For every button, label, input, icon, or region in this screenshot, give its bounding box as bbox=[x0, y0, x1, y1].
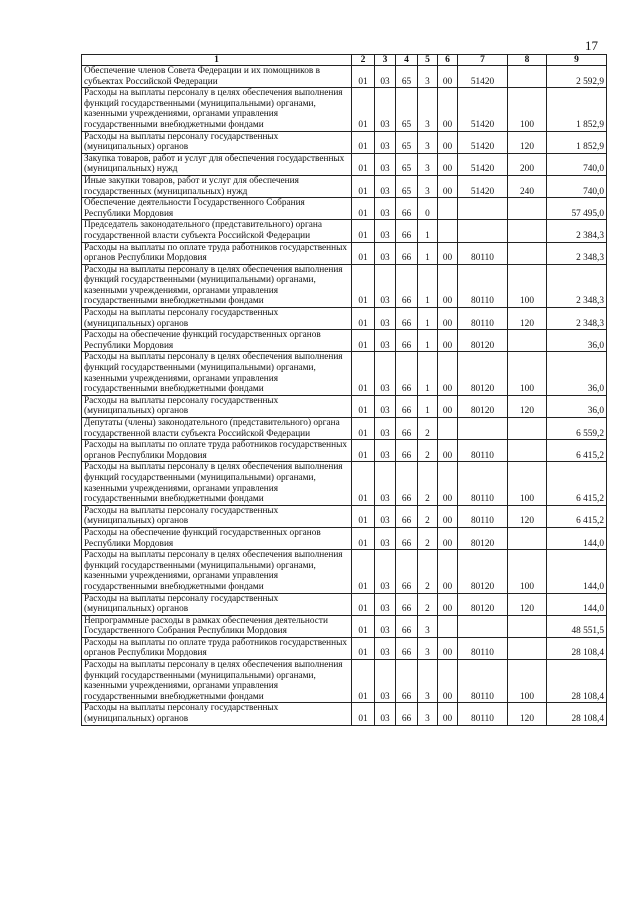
table-header-row bbox=[82, 55, 607, 66]
amount-cell: 2 348,3 bbox=[547, 264, 607, 307]
header-cell: 5 bbox=[418, 55, 438, 66]
row-name-cell: Расходы на выплаты персоналу в целях обеспечения выполнения функций государственными (муниципальными) органами, казенными учреждениями, органами управления государственными внебюджетными фондами bbox=[82, 660, 352, 703]
expense-code-cell: 80110 bbox=[458, 242, 508, 264]
section-code-cell: 01 bbox=[352, 352, 375, 395]
table-row bbox=[82, 175, 607, 197]
section-code-cell: 01 bbox=[352, 153, 375, 175]
expense-code-cell: 51420 bbox=[458, 175, 508, 197]
direction-code-cell: 00 bbox=[438, 440, 458, 462]
table-row bbox=[82, 550, 607, 593]
type-code-cell bbox=[508, 198, 547, 220]
type-code-cell: 120 bbox=[508, 593, 547, 615]
expense-code-cell bbox=[458, 198, 508, 220]
program-code-cell: 66 bbox=[396, 242, 418, 264]
program-code-cell: 66 bbox=[396, 505, 418, 527]
subsection-code-cell: 03 bbox=[375, 418, 396, 440]
program-code-cell: 66 bbox=[396, 527, 418, 549]
subprogram-code-cell: 2 bbox=[418, 505, 438, 527]
direction-code-cell: 00 bbox=[438, 462, 458, 505]
program-code-cell: 66 bbox=[396, 418, 418, 440]
direction-code-cell: 00 bbox=[438, 660, 458, 703]
direction-code-cell: 00 bbox=[438, 308, 458, 330]
expense-code-cell: 51420 bbox=[458, 66, 508, 88]
amount-cell: 740,0 bbox=[547, 153, 607, 175]
program-code-cell: 66 bbox=[396, 395, 418, 417]
subsection-code-cell: 03 bbox=[375, 637, 396, 659]
amount-cell: 36,0 bbox=[547, 395, 607, 417]
program-code-cell: 66 bbox=[396, 550, 418, 593]
subsection-code-cell: 03 bbox=[375, 505, 396, 527]
type-code-cell: 100 bbox=[508, 88, 547, 131]
row-name-cell: Обеспечение деятельности Государственного Собрания Республики Мордовия bbox=[82, 198, 352, 220]
row-name-cell: Расходы на обеспечение функций государственных органов Республики Мордовия bbox=[82, 330, 352, 352]
type-code-cell: 100 bbox=[508, 462, 547, 505]
expense-code-cell: 80120 bbox=[458, 395, 508, 417]
table-row bbox=[82, 131, 607, 153]
direction-code-cell: 00 bbox=[438, 131, 458, 153]
section-code-cell: 01 bbox=[352, 175, 375, 197]
expense-code-cell: 80110 bbox=[458, 637, 508, 659]
expense-code-cell: 80110 bbox=[458, 440, 508, 462]
program-code-cell: 65 bbox=[396, 175, 418, 197]
row-name-cell: Расходы на выплаты персоналу в целях обеспечения выполнения функций государственными (муниципальными) органами, казенными учреждениями, органами управления государственными внебюджетными фондами bbox=[82, 88, 352, 131]
expense-code-cell: 80120 bbox=[458, 352, 508, 395]
type-code-cell: 120 bbox=[508, 131, 547, 153]
subprogram-code-cell: 2 bbox=[418, 418, 438, 440]
subprogram-code-cell: 2 bbox=[418, 527, 438, 549]
type-code-cell bbox=[508, 242, 547, 264]
type-code-cell: 200 bbox=[508, 153, 547, 175]
amount-cell: 57 495,0 bbox=[547, 198, 607, 220]
type-code-cell bbox=[508, 418, 547, 440]
expense-code-cell: 80110 bbox=[458, 703, 508, 725]
direction-code-cell: 00 bbox=[438, 505, 458, 527]
subprogram-code-cell: 1 bbox=[418, 264, 438, 307]
header-cell: 7 bbox=[458, 55, 508, 66]
section-code-cell: 01 bbox=[352, 198, 375, 220]
subsection-code-cell: 03 bbox=[375, 198, 396, 220]
row-name-cell: Расходы на выплаты персоналу государственных (муниципальных) органов bbox=[82, 593, 352, 615]
header-cell: 8 bbox=[508, 55, 547, 66]
header-cell: 3 bbox=[375, 55, 396, 66]
expense-code-cell bbox=[458, 220, 508, 242]
row-name-cell: Расходы на обеспечение функций государственных органов Республики Мордовия bbox=[82, 527, 352, 549]
direction-code-cell: 00 bbox=[438, 527, 458, 549]
row-name-cell: Закупка товаров, работ и услуг для обеспечения государственных (муниципальных) нужд bbox=[82, 153, 352, 175]
subsection-code-cell: 03 bbox=[375, 66, 396, 88]
amount-cell: 6 415,2 bbox=[547, 440, 607, 462]
row-name-cell: Расходы на выплаты персоналу государственных (муниципальных) органов bbox=[82, 131, 352, 153]
direction-code-cell bbox=[438, 198, 458, 220]
subprogram-code-cell: 2 bbox=[418, 440, 438, 462]
table-row bbox=[82, 330, 607, 352]
subprogram-code-cell: 2 bbox=[418, 593, 438, 615]
table-row bbox=[82, 615, 607, 637]
type-code-cell: 120 bbox=[508, 308, 547, 330]
amount-cell: 1 852,9 bbox=[547, 131, 607, 153]
table-row bbox=[82, 264, 607, 307]
subprogram-code-cell: 1 bbox=[418, 220, 438, 242]
program-code-cell: 65 bbox=[396, 88, 418, 131]
direction-code-cell: 00 bbox=[438, 66, 458, 88]
section-code-cell: 01 bbox=[352, 615, 375, 637]
row-name-cell: Расходы на выплаты персоналу в целях обеспечения выполнения функций государственными (муниципальными) органами, казенными учреждениями, органами управления государственными внебюджетными фондами bbox=[82, 462, 352, 505]
section-code-cell: 01 bbox=[352, 264, 375, 307]
section-code-cell: 01 bbox=[352, 330, 375, 352]
direction-code-cell bbox=[438, 220, 458, 242]
expense-code-cell bbox=[458, 615, 508, 637]
subsection-code-cell: 03 bbox=[375, 462, 396, 505]
direction-code-cell: 00 bbox=[438, 330, 458, 352]
direction-code-cell: 00 bbox=[438, 153, 458, 175]
direction-code-cell: 00 bbox=[438, 593, 458, 615]
table-row bbox=[82, 593, 607, 615]
amount-cell: 740,0 bbox=[547, 175, 607, 197]
amount-cell: 144,0 bbox=[547, 527, 607, 549]
subsection-code-cell: 03 bbox=[375, 660, 396, 703]
direction-code-cell: 00 bbox=[438, 703, 458, 725]
program-code-cell: 66 bbox=[396, 308, 418, 330]
table-row bbox=[82, 660, 607, 703]
subprogram-code-cell: 3 bbox=[418, 615, 438, 637]
subprogram-code-cell: 3 bbox=[418, 175, 438, 197]
expense-code-cell: 51420 bbox=[458, 88, 508, 131]
subprogram-code-cell: 3 bbox=[418, 88, 438, 131]
type-code-cell: 120 bbox=[508, 395, 547, 417]
subprogram-code-cell: 2 bbox=[418, 550, 438, 593]
amount-cell: 2 348,3 bbox=[547, 308, 607, 330]
expense-code-cell: 80120 bbox=[458, 593, 508, 615]
subsection-code-cell: 03 bbox=[375, 308, 396, 330]
type-code-cell: 120 bbox=[508, 703, 547, 725]
section-code-cell: 01 bbox=[352, 637, 375, 659]
amount-cell: 28 108,4 bbox=[547, 660, 607, 703]
table-row bbox=[82, 703, 607, 725]
subsection-code-cell: 03 bbox=[375, 395, 396, 417]
row-name-cell: Непрограммные расходы в рамках обеспечения деятельности Государственного Собрания Республики Мордовия bbox=[82, 615, 352, 637]
amount-cell: 2 348,3 bbox=[547, 242, 607, 264]
subsection-code-cell: 03 bbox=[375, 352, 396, 395]
row-name-cell: Расходы на выплаты по оплате труда работников государственных органов Республики Мордовия bbox=[82, 637, 352, 659]
section-code-cell: 01 bbox=[352, 550, 375, 593]
row-name-cell: Расходы на выплаты персоналу в целях обеспечения выполнения функций государственными (муниципальными) органами, казенными учреждениями, органами управления государственными внебюджетными фондами bbox=[82, 264, 352, 307]
table-row bbox=[82, 88, 607, 131]
table-row bbox=[82, 395, 607, 417]
subsection-code-cell: 03 bbox=[375, 703, 396, 725]
expense-code-cell bbox=[458, 418, 508, 440]
section-code-cell: 01 bbox=[352, 395, 375, 417]
program-code-cell: 66 bbox=[396, 220, 418, 242]
page-number: 17 bbox=[585, 38, 598, 53]
subsection-code-cell: 03 bbox=[375, 220, 396, 242]
section-code-cell: 01 bbox=[352, 593, 375, 615]
program-code-cell: 65 bbox=[396, 66, 418, 88]
direction-code-cell: 00 bbox=[438, 175, 458, 197]
subprogram-code-cell: 3 bbox=[418, 153, 438, 175]
amount-cell: 28 108,4 bbox=[547, 703, 607, 725]
expense-code-cell: 80110 bbox=[458, 660, 508, 703]
subsection-code-cell: 03 bbox=[375, 527, 396, 549]
subprogram-code-cell: 1 bbox=[418, 330, 438, 352]
type-code-cell: 100 bbox=[508, 660, 547, 703]
subsection-code-cell: 03 bbox=[375, 264, 396, 307]
type-code-cell: 100 bbox=[508, 264, 547, 307]
program-code-cell: 65 bbox=[396, 153, 418, 175]
table-row bbox=[82, 505, 607, 527]
row-name-cell: Иные закупки товаров, работ и услуг для обеспечения государственных (муниципальных) нужд bbox=[82, 175, 352, 197]
direction-code-cell: 00 bbox=[438, 88, 458, 131]
amount-cell: 2 592,9 bbox=[547, 66, 607, 88]
section-code-cell: 01 bbox=[352, 220, 375, 242]
program-code-cell: 66 bbox=[396, 615, 418, 637]
subsection-code-cell: 03 bbox=[375, 153, 396, 175]
program-code-cell: 66 bbox=[396, 352, 418, 395]
amount-cell: 6 415,2 bbox=[547, 462, 607, 505]
table-row bbox=[82, 153, 607, 175]
header-cell: 2 bbox=[352, 55, 375, 66]
table-row bbox=[82, 66, 607, 88]
type-code-cell: 100 bbox=[508, 550, 547, 593]
subprogram-code-cell: 1 bbox=[418, 308, 438, 330]
type-code-cell bbox=[508, 615, 547, 637]
amount-cell: 28 108,4 bbox=[547, 637, 607, 659]
section-code-cell: 01 bbox=[352, 505, 375, 527]
expense-code-cell: 80110 bbox=[458, 505, 508, 527]
section-code-cell: 01 bbox=[352, 242, 375, 264]
row-name-cell: Расходы на выплаты персоналу государственных (муниципальных) органов bbox=[82, 395, 352, 417]
budget-table bbox=[81, 54, 607, 726]
row-name-cell: Депутаты (члены) законодательного (представительного) органа государственной власти субъекта Российской Федерации bbox=[82, 418, 352, 440]
expense-code-cell: 80110 bbox=[458, 462, 508, 505]
row-name-cell: Обеспечение членов Совета Федерации и их помощников в субъектах Российской Федерации bbox=[82, 66, 352, 88]
table-row bbox=[82, 418, 607, 440]
row-name-cell: Расходы на выплаты по оплате труда работников государственных органов Республики Мордовия bbox=[82, 242, 352, 264]
section-code-cell: 01 bbox=[352, 131, 375, 153]
section-code-cell: 01 bbox=[352, 88, 375, 131]
program-code-cell: 66 bbox=[396, 637, 418, 659]
section-code-cell: 01 bbox=[352, 527, 375, 549]
table-row bbox=[82, 308, 607, 330]
expense-code-cell: 80120 bbox=[458, 330, 508, 352]
subprogram-code-cell: 1 bbox=[418, 395, 438, 417]
subprogram-code-cell: 1 bbox=[418, 242, 438, 264]
program-code-cell: 66 bbox=[396, 198, 418, 220]
direction-code-cell: 00 bbox=[438, 550, 458, 593]
type-code-cell bbox=[508, 637, 547, 659]
section-code-cell: 01 bbox=[352, 66, 375, 88]
table-row bbox=[82, 352, 607, 395]
type-code-cell: 120 bbox=[508, 505, 547, 527]
row-name-cell: Расходы на выплаты персоналу государственных (муниципальных) органов bbox=[82, 703, 352, 725]
program-code-cell: 66 bbox=[396, 703, 418, 725]
expense-code-cell: 80120 bbox=[458, 550, 508, 593]
type-code-cell: 100 bbox=[508, 352, 547, 395]
header-cell: 4 bbox=[396, 55, 418, 66]
subsection-code-cell: 03 bbox=[375, 330, 396, 352]
direction-code-cell: 00 bbox=[438, 264, 458, 307]
section-code-cell: 01 bbox=[352, 308, 375, 330]
subsection-code-cell: 03 bbox=[375, 615, 396, 637]
amount-cell: 1 852,9 bbox=[547, 88, 607, 131]
subprogram-code-cell: 3 bbox=[418, 703, 438, 725]
type-code-cell bbox=[508, 527, 547, 549]
row-name-cell: Расходы на выплаты персоналу государственных (муниципальных) органов bbox=[82, 505, 352, 527]
expense-code-cell: 51420 bbox=[458, 153, 508, 175]
type-code-cell bbox=[508, 66, 547, 88]
program-code-cell: 66 bbox=[396, 330, 418, 352]
expense-code-cell: 80110 bbox=[458, 308, 508, 330]
type-code-cell bbox=[508, 440, 547, 462]
table-row bbox=[82, 527, 607, 549]
table-row bbox=[82, 242, 607, 264]
subprogram-code-cell: 3 bbox=[418, 131, 438, 153]
direction-code-cell: 00 bbox=[438, 242, 458, 264]
table-row bbox=[82, 198, 607, 220]
type-code-cell bbox=[508, 220, 547, 242]
amount-cell: 2 384,3 bbox=[547, 220, 607, 242]
row-name-cell: Расходы на выплаты персоналу в целях обеспечения выполнения функций государственными (муниципальными) органами, казенными учреждениями, органами управления государственными внебюджетными фондами bbox=[82, 352, 352, 395]
table-row bbox=[82, 220, 607, 242]
table-row bbox=[82, 462, 607, 505]
amount-cell: 144,0 bbox=[547, 550, 607, 593]
header-cell: 6 bbox=[438, 55, 458, 66]
subprogram-code-cell: 0 bbox=[418, 198, 438, 220]
type-code-cell bbox=[508, 330, 547, 352]
row-name-cell: Расходы на выплаты персоналу в целях обеспечения выполнения функций государственными (муниципальными) органами, казенными учреждениями, органами управления государственными внебюджетными фондами bbox=[82, 550, 352, 593]
direction-code-cell bbox=[438, 418, 458, 440]
section-code-cell: 01 bbox=[352, 462, 375, 505]
section-code-cell: 01 bbox=[352, 418, 375, 440]
subsection-code-cell: 03 bbox=[375, 175, 396, 197]
direction-code-cell: 00 bbox=[438, 637, 458, 659]
expense-code-cell: 80110 bbox=[458, 264, 508, 307]
amount-cell: 36,0 bbox=[547, 352, 607, 395]
subsection-code-cell: 03 bbox=[375, 131, 396, 153]
direction-code-cell: 00 bbox=[438, 352, 458, 395]
program-code-cell: 66 bbox=[396, 440, 418, 462]
row-name-cell: Председатель законодательного (представительного) органа государственной власти субъекта Российской Федерации bbox=[82, 220, 352, 242]
subprogram-code-cell: 1 bbox=[418, 352, 438, 395]
type-code-cell: 240 bbox=[508, 175, 547, 197]
direction-code-cell: 00 bbox=[438, 395, 458, 417]
program-code-cell: 66 bbox=[396, 264, 418, 307]
program-code-cell: 66 bbox=[396, 593, 418, 615]
amount-cell: 48 551,5 bbox=[547, 615, 607, 637]
table-body bbox=[82, 66, 607, 726]
subsection-code-cell: 03 bbox=[375, 550, 396, 593]
amount-cell: 144,0 bbox=[547, 593, 607, 615]
subsection-code-cell: 03 bbox=[375, 440, 396, 462]
table-row bbox=[82, 637, 607, 659]
direction-code-cell bbox=[438, 615, 458, 637]
subprogram-code-cell: 3 bbox=[418, 637, 438, 659]
table-row bbox=[82, 440, 607, 462]
header-cell: 1 bbox=[82, 55, 352, 66]
amount-cell: 36,0 bbox=[547, 330, 607, 352]
subprogram-code-cell: 2 bbox=[418, 462, 438, 505]
header-cell: 9 bbox=[547, 55, 607, 66]
program-code-cell: 65 bbox=[396, 131, 418, 153]
amount-cell: 6 559,2 bbox=[547, 418, 607, 440]
subsection-code-cell: 03 bbox=[375, 593, 396, 615]
program-code-cell: 66 bbox=[396, 660, 418, 703]
subprogram-code-cell: 3 bbox=[418, 660, 438, 703]
expense-code-cell: 51420 bbox=[458, 131, 508, 153]
section-code-cell: 01 bbox=[352, 660, 375, 703]
row-name-cell: Расходы на выплаты персоналу государственных (муниципальных) органов bbox=[82, 308, 352, 330]
program-code-cell: 66 bbox=[396, 462, 418, 505]
section-code-cell: 01 bbox=[352, 440, 375, 462]
row-name-cell: Расходы на выплаты по оплате труда работников государственных органов Республики Мордовия bbox=[82, 440, 352, 462]
amount-cell: 6 415,2 bbox=[547, 505, 607, 527]
subsection-code-cell: 03 bbox=[375, 242, 396, 264]
section-code-cell: 01 bbox=[352, 703, 375, 725]
subsection-code-cell: 03 bbox=[375, 88, 396, 131]
expense-code-cell: 80120 bbox=[458, 527, 508, 549]
subprogram-code-cell: 3 bbox=[418, 66, 438, 88]
